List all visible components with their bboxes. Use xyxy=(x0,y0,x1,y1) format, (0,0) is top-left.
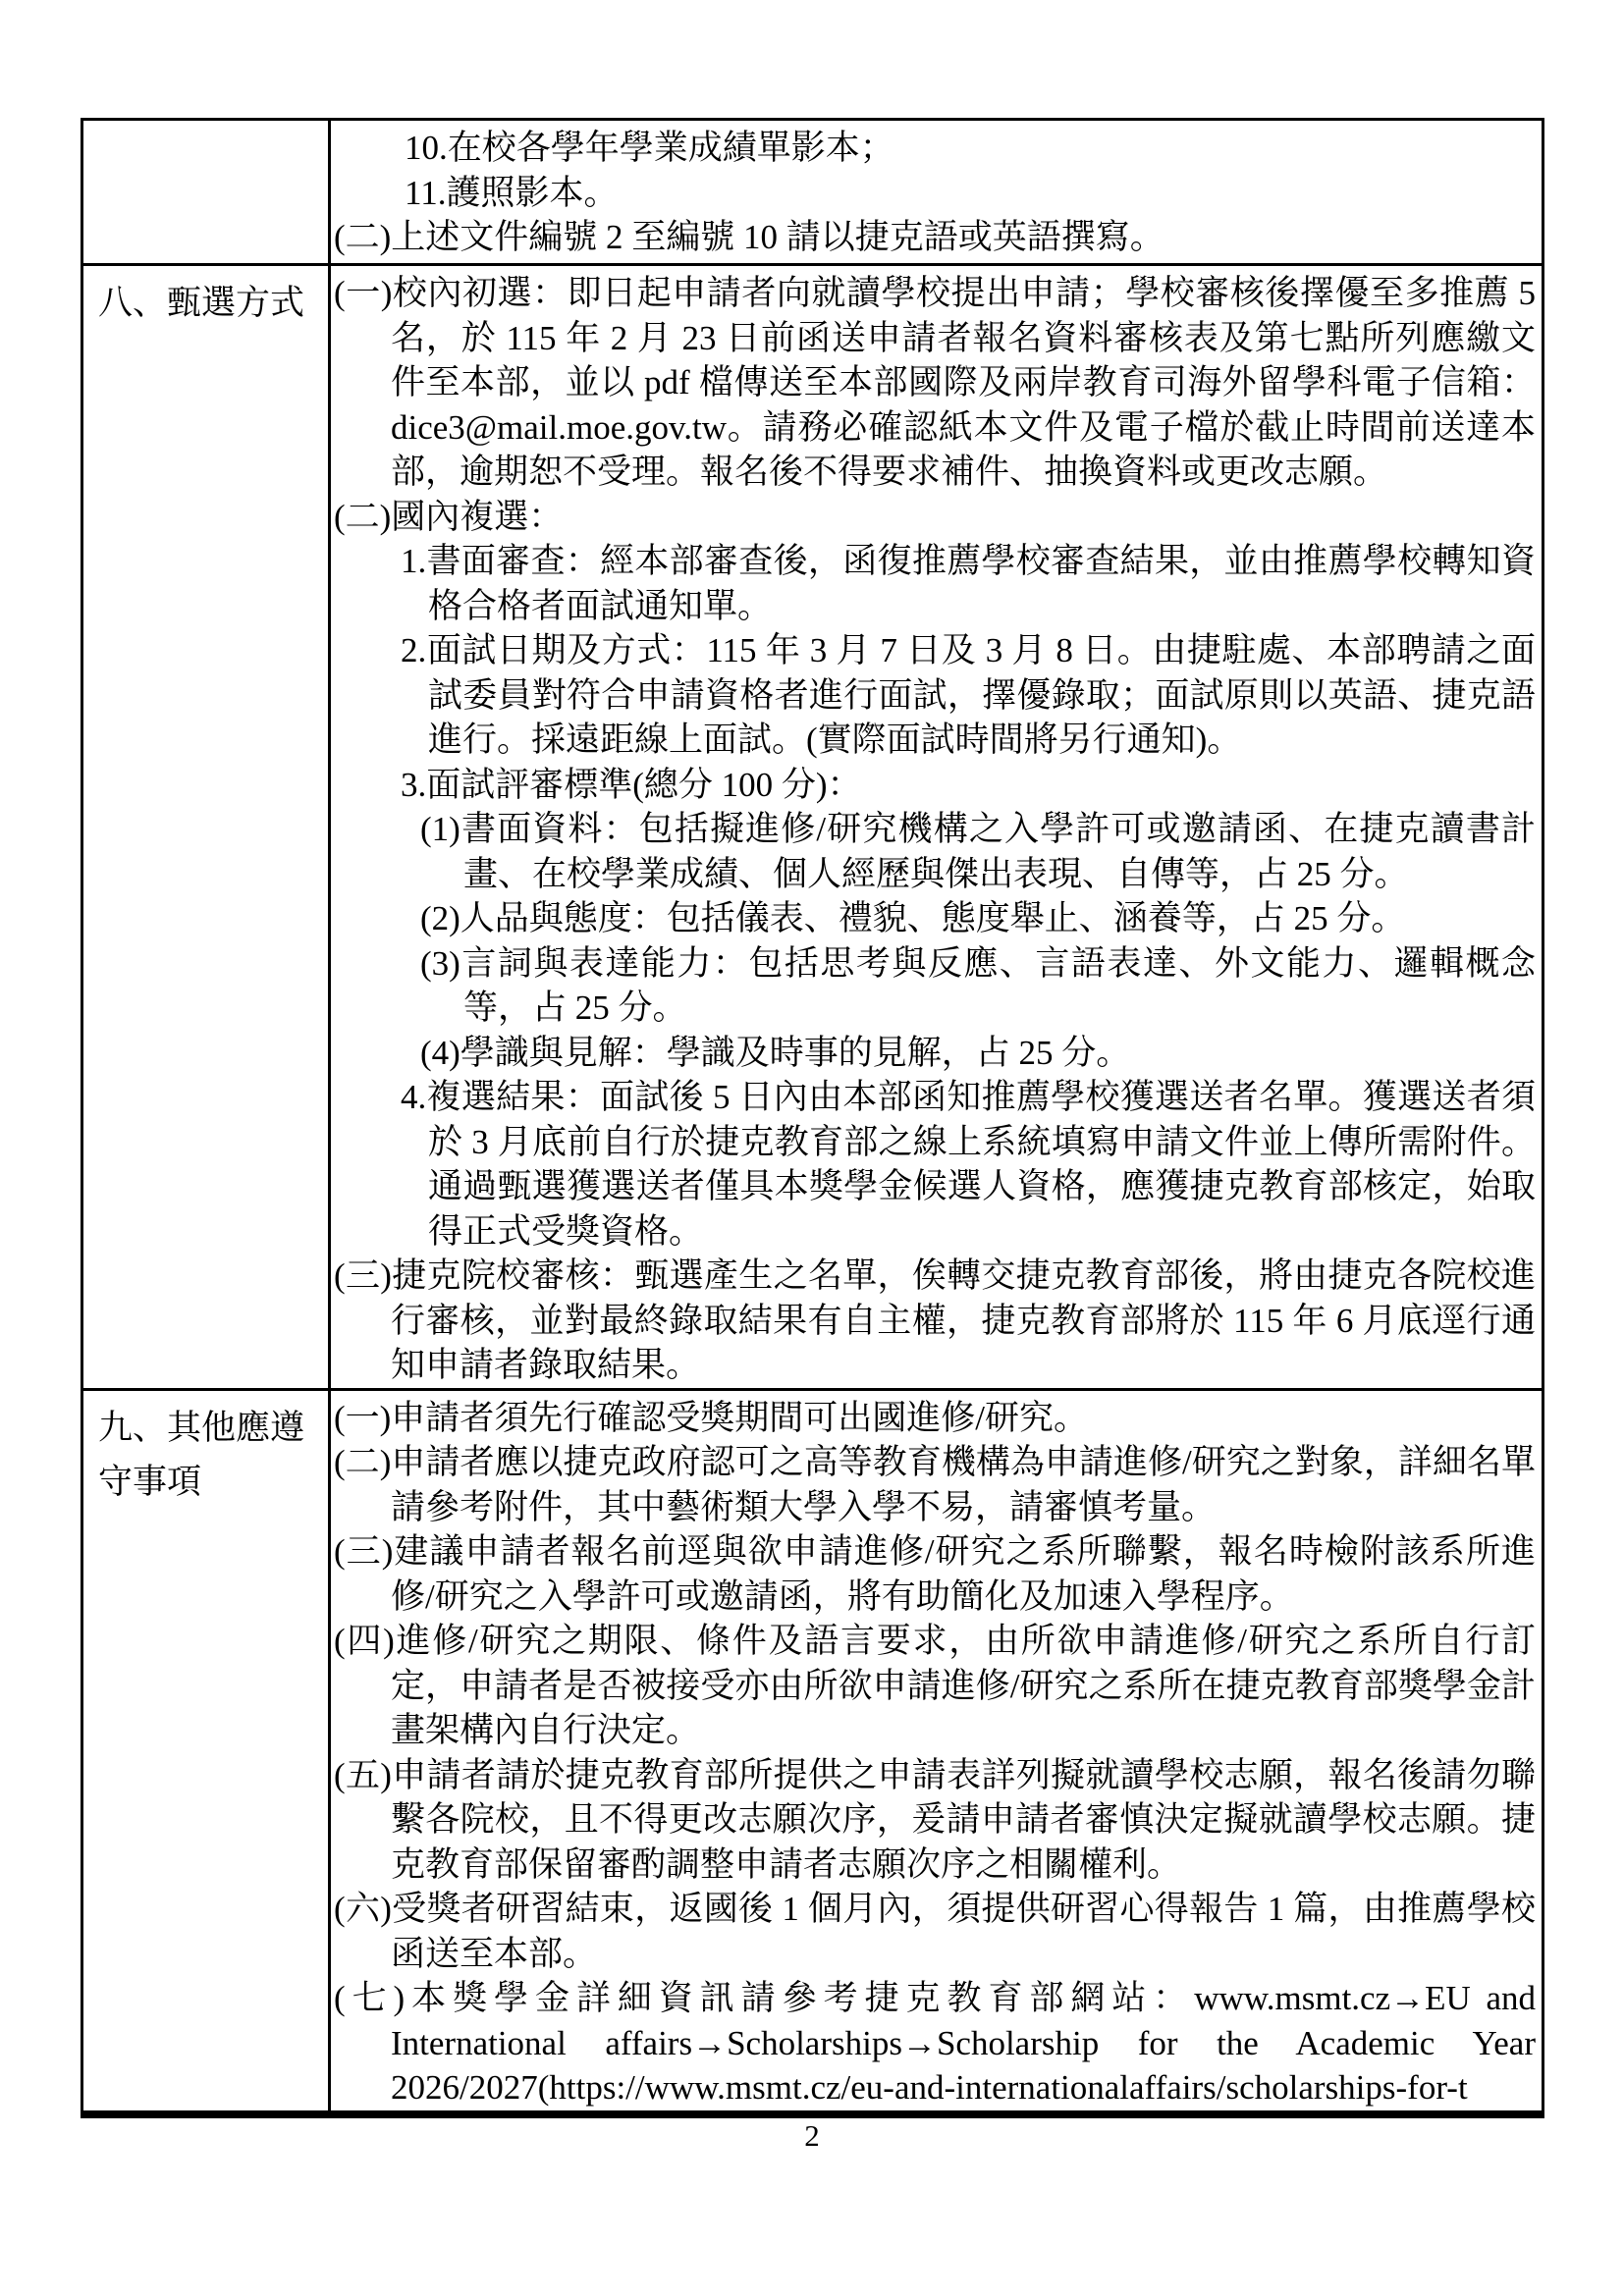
section-content xyxy=(330,1389,1543,2114)
section-label: 八、甄選方式 xyxy=(82,265,330,1390)
list-item: (二)申請者應以捷克政府認可之高等教育機構為申請進修/研究之對象，詳細名單請參考附件，其中藝術類大學入學不易，請審慎考量。 xyxy=(334,1443,1536,1526)
list-item: 3.面試評審標準(總分 100 分)： xyxy=(401,765,862,804)
list-item: 2.面試日期及方式：115 年 3 月 7 日及 3 月 8 日。由捷駐處、本部聘請之面試委員對符合申請資格者進行面試，擇優錄取；面試原則以英語、捷克語進行。採遠距線上面試。(實際面試時間將另行通知)。 xyxy=(401,631,1536,759)
list-item: 1.書面審查：經本部審查後，函復推薦學校審查結果，並由推薦學校轉知資格合格者面試通知單。 xyxy=(401,542,1536,625)
table-row xyxy=(82,1389,1543,2114)
section-label xyxy=(82,120,330,265)
list-item: 11.護照影本。 xyxy=(405,173,619,212)
section-content xyxy=(330,120,1543,265)
page-number: 2 xyxy=(804,2118,820,2153)
list-item: (4)學識與見解：學識及時事的見解，占 25 分。 xyxy=(420,1033,1131,1072)
list-item: 4.複選結果：面試後 5 日內由本部函知推薦學校獲選送者名單。獲選送者須於 3 月底前自行於捷克教育部之線上系統填寫申請文件並上傳所需附件。通過甄選獲選送者僅具本獎學金候選人資格，應獲捷克教育部核定，始取得正式受獎資格。 xyxy=(401,1078,1536,1251)
table-row xyxy=(82,120,1543,265)
regulations-table xyxy=(81,118,1544,2118)
table-row xyxy=(82,265,1543,1390)
list-item: (1)書面資料：包括擬進修/研究機構之入學許可或邀請函、在捷克讀書計畫、在校學業成績、個人經歷與傑出表現、自傳等，占 25 分。 xyxy=(420,810,1536,893)
list-item: (二)上述文件編號 2 至編號 10 請以捷克語或英語撰寫。 xyxy=(334,218,1164,256)
list-item: (三)建議申請者報名前逕與欲申請進修/研究之系所聯繫，報名時檢附該系所進修/研究之入學許可或邀請函，將有助簡化及加速入學程序。 xyxy=(334,1532,1536,1616)
list-item: (一)申請者須先行確認受獎期間可出國進修/研究。 xyxy=(334,1398,1089,1437)
list-item: (二)國內複選： xyxy=(334,497,564,536)
list-item: 10.在校各學年學業成績單影本； xyxy=(405,129,894,167)
list-item: (3)言詞與表達能力：包括思考與反應、言語表達、外文能力、邏輯概念等，占 25 分。 xyxy=(420,943,1536,1027)
list-item: (五)申請者請於捷克教育部所提供之申請表詳列擬就讀學校志願，報名後請勿聯繫各院校，且不得更改志願次序，爰請申請者審慎決定擬就讀學校志願。捷克教育部保留審酌調整申請者志願次序之相關權利。 xyxy=(334,1755,1536,1884)
list-item: (七)本獎學金詳細資訊請參考捷克教育部網站：www.msmt.cz→EU and International affairs→Scholarships→Scholarship for the Academic Year 2026/2027(https://www.msmt.cz/eu-and-internationalaffairs/scholarships-for-t xyxy=(334,1979,1536,2107)
list-item: (四)進修/研究之期限、條件及語言要求，由所欲申請進修/研究之系所自行訂定，申請者是否被接受亦由所欲申請進修/研究之系所在捷克教育部獎學金計畫架構內自行決定。 xyxy=(334,1622,1536,1749)
list-item: (六)受獎者研習結束，返國後 1 個月內，須提供研習心得報告 1 篇，由推薦學校函送至本部。 xyxy=(334,1890,1536,1973)
list-item: (2)人品與態度：包括儀表、禮貌、態度舉止、涵養等，占 25 分。 xyxy=(420,899,1406,937)
section-content xyxy=(330,265,1543,1390)
list-item: (三)捷克院校審核：甄選產生之名單，俟轉交捷克教育部後，將由捷克各院校進行審核，並對最終錄取結果有自主權，捷克教育部將於 115 年 6 月底逕行通知申請者錄取結果。 xyxy=(334,1256,1536,1384)
section-label: 九、其他應遵守事項 xyxy=(82,1389,330,2114)
list-item: (一)校內初選：即日起申請者向就讀學校提出申請；學校審核後擇優至多推薦 5 名，於 115 年 2 月 23 日前函送申請者報名資料審核表及第七點所列應繳文件至本部，並以 pdf 檔傳送至本部國際及兩岸教育司海外留學科電子信箱：dice3@mail.moe.gov.tw。請務必確認紙本文件及電子檔於截止時間前送達本部，逾期恕不受理。報名後不得要求補件、抽換資料或更改志願。 xyxy=(334,274,1536,491)
